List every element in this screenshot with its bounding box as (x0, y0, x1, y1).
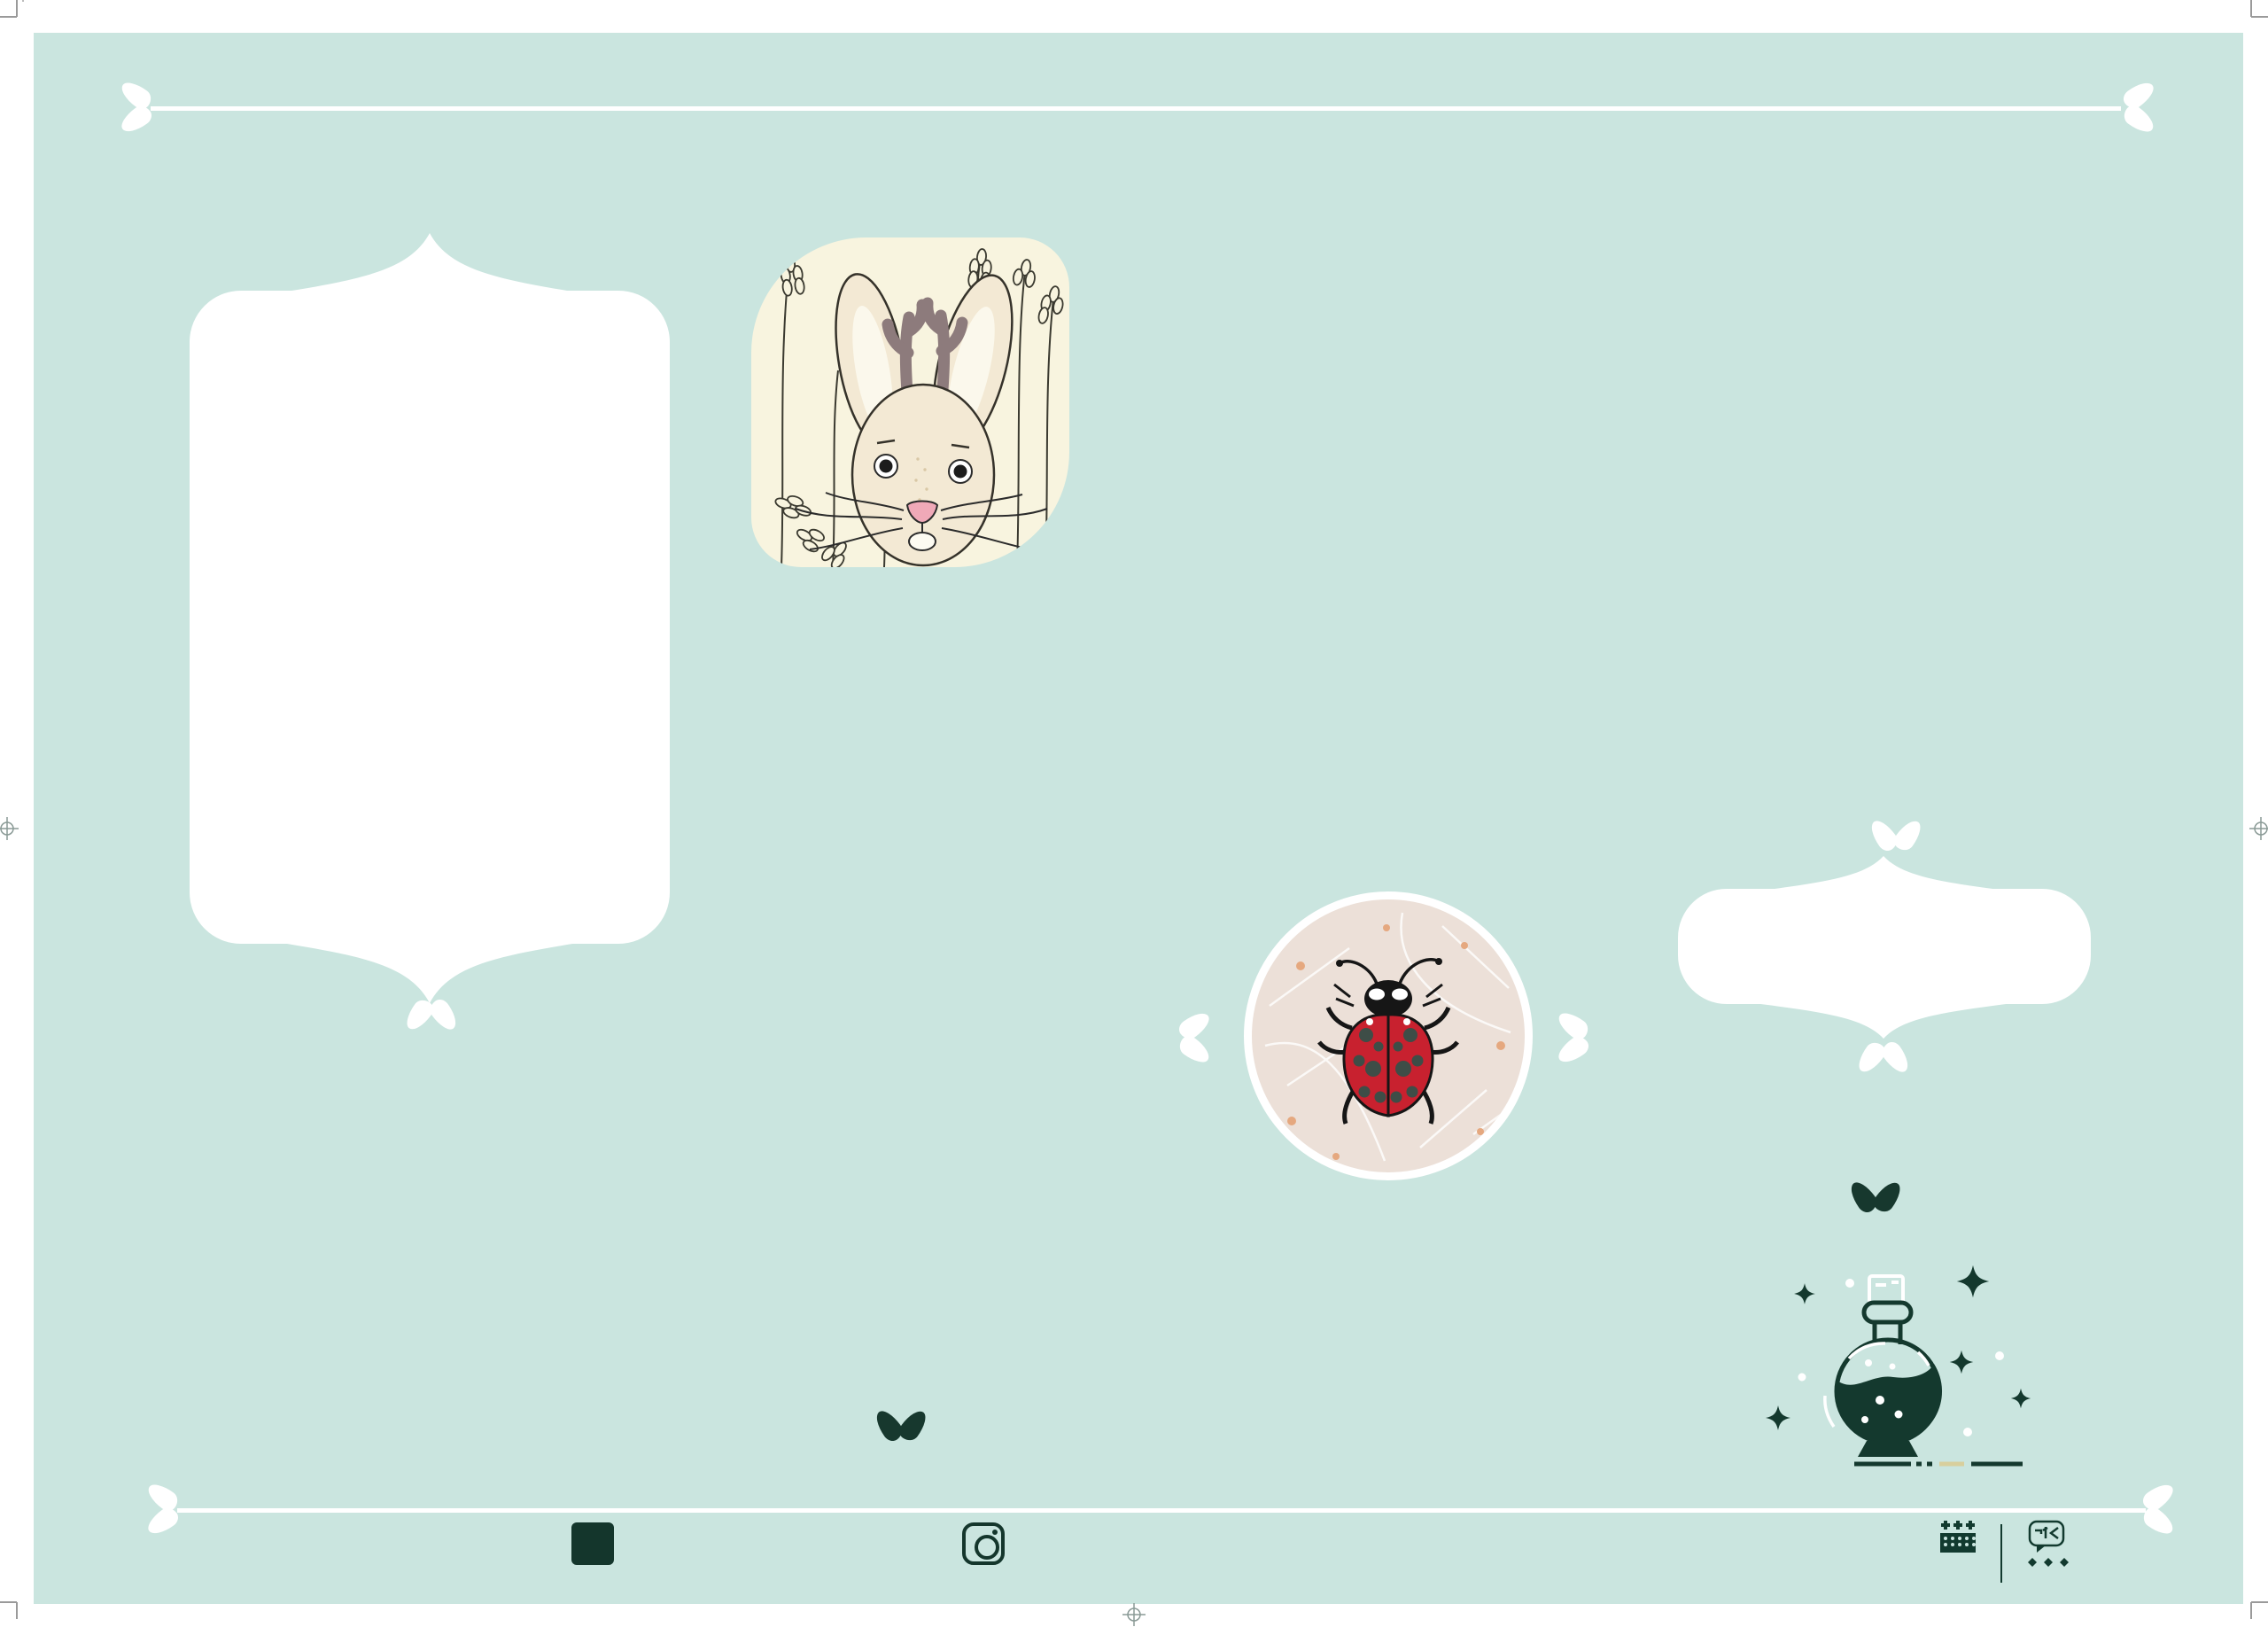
leaf-ornament (118, 82, 155, 132)
potion-illustration (1759, 1258, 2038, 1475)
crop-mark (2250, 0, 2252, 17)
leaf-ornament (144, 1484, 182, 1534)
registration-mark (1122, 1602, 1146, 1627)
crop-mark (0, 16, 17, 18)
crop-mark (16, 1602, 18, 1619)
registration-mark (2249, 816, 2268, 841)
leaf-ornament (876, 1407, 926, 1444)
crop-mark (2251, 16, 2268, 18)
leaf-ornament (1851, 1179, 1900, 1216)
leaf-ornament (1176, 1013, 1213, 1063)
instagram-icon[interactable] (962, 1522, 1005, 1565)
logo-divider (2000, 1524, 2002, 1583)
ojczysty-diamonds (2027, 1558, 2080, 1567)
ladybug-illustration (1244, 891, 1533, 1180)
zyto-display-word (204, 1241, 629, 1533)
ladybug-drawing (1252, 899, 1525, 1172)
potion-bottle-drawing (1759, 1258, 2038, 1475)
crop-mark (16, 0, 18, 17)
header-divider (151, 106, 2121, 111)
speech-bubble-frame (186, 167, 673, 1044)
leaf-ornament (2120, 82, 2157, 132)
facebook-icon[interactable] (571, 1522, 614, 1565)
nck-logo-icon (1938, 1521, 1977, 1553)
crop-mark (0, 1601, 17, 1603)
crop-mark (2250, 1602, 2252, 1619)
ojczysty-logo-icon (2027, 1519, 2068, 1560)
rabbit-in-rye-drawing (751, 237, 1069, 567)
leaf-ornament (1859, 1039, 1908, 1076)
registration-mark (0, 816, 19, 841)
rabbit-illustration (751, 237, 1069, 567)
leaf-ornament (407, 996, 456, 1033)
grayscale-calibration-bar (22, 0, 24, 2)
crop-mark (2251, 1601, 2268, 1603)
biedronka-display-word (1187, 501, 1683, 873)
footer-divider (177, 1508, 2146, 1513)
leaf-ornament (1555, 1013, 1592, 1063)
leaf-ornament (2140, 1484, 2177, 1534)
